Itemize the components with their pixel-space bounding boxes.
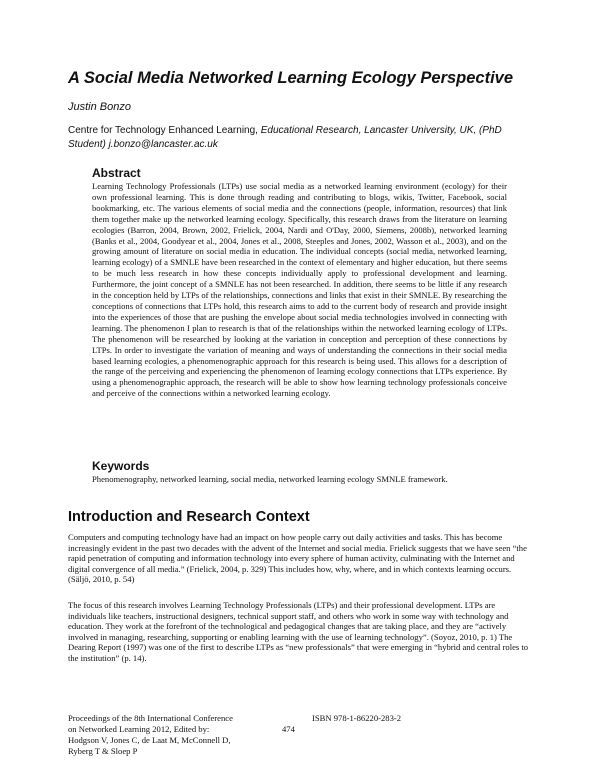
- abstract-text: Learning Technology Professionals (LTPs) use social media as a networked learning environment (ecology) for their own professional learning. This is done through reading and contributing to blogs, wikis, Twitter, Facebook, social bookmarking, etc. The various elements of social media and the connections (people, information, resources) that link them together make up the networked learning ecology. Specifically, this research draws from the literature on learning ecologies (Barron, 2004, Brown, 2002, Frielick, 2004, Nardi and O'Day, 2000, Siemens, 2008b), networked learning (Banks et al., 2004, Goodyear et al., 2004, Jones et al., 2008, Steeples and Jones, 2002, Wasson et al., 2003), and on the growing amount of literature on social media in education. The individual concepts (social media, networked learning, learning ecology) of a SMNLE have been researched in the context of elementary and higher education, but there seems to be much less research in how these concepts individually apply to professional development and learning. Furthermore, the joint concept of a SMNLE has not been researched. In addition, there seems to be little if any research in the conception held by LTPs of the relationships, connections and links that exist in their SMNLE. By researching the conceptions of connections that LTPs hold, this research aims to add to the current body of research and provide insight into the experiences of those that are pushing the envelope about social media technologies involved in connecting with learning. The phenomenon I plan to research is that of the relationships within the networked learning ecology of LTPs. The phenomenon will be researched by looking at the variation in conception and perception of these connections by LTPs. In order to investigate the variation of meaning and ways of understanding the connections in their social media based learning ecologies, a phenomenographic approach for this research is being used. This allows for a description of the range of the perceiving and experiencing the phenomenon of learning ecology connections that LTPs experience. By using a phenomenographic approach, the research will be able to show how learning technology professionals conceive and perceive of the connections within a networked learning ecology.: [92, 181, 507, 399]
- page-number: 474: [282, 724, 295, 734]
- footer-proceedings-line: Ryberg T & Sloep P: [68, 746, 138, 756]
- footer-proceedings-line: Proceedings of the 8th International Conference: [68, 713, 233, 723]
- affiliation-prefix: Centre for Technology Enhanced Learning,: [68, 125, 261, 136]
- footer-isbn: ISBN 978-1-86220-283-2: [312, 713, 402, 723]
- author-affiliation: [68, 124, 523, 152]
- author-name: Justin Bonzo: [68, 101, 131, 113]
- affiliation-details: Educational Research, Lancaster University, UK, (PhD Student) j.bonzo@lancaster.ac.uk: [68, 125, 502, 150]
- footer-proceedings-line: on Networked Learning 2012, Edited by:: [68, 724, 210, 734]
- intro-paragraph-1: Computers and computing technology have had an impact on how people carry out daily activities and tasks. This has become increasingly evident in the past two decades with the advent of the Internet and social media. Frielick suggests that we have seen “the rapid penetration of computing and information technology into every sphere of human activity, culminating with the Internet and digital convergence of all media.” (Frielick, 2004, p. 329) This includes how, why, where, and in which contexts learning occurs. (Säljö, 2010, p. 54): [68, 532, 527, 584]
- footer-proceedings: [68, 713, 278, 757]
- intro-paragraph-2: The focus of this research involves Learning Technology Professionals (LTPs) and their professional development. LTPs are individuals like teachers, instructional designers, technical support staff, and others who work in some way with technology and education. They work at the forefront of the technological and pedagogical changes that are taking place, and they are “actively involved in managing, researching, supporting or enabling learning with the use of learning technology”. (Soyoz, 2010, p. 1) The Dearing Report (1997) was one of the first to describe LTPs as “new professionals” that were emerging in “hybrid and central roles to the institution” (p. 14).: [68, 600, 529, 663]
- paper-title: A Social Media Networked Learning Ecology Perspective: [68, 69, 514, 87]
- keywords-heading: Keywords: [92, 459, 150, 473]
- section-heading-introduction: Introduction and Research Context: [68, 509, 310, 525]
- footer-proceedings-line: Hodgson V, Jones C, de Laat M, McConnell D,: [68, 735, 231, 745]
- keywords-text: Phenomenography, networked learning, social media, networked learning ecology SMNLE framework.: [92, 474, 448, 484]
- abstract-heading: Abstract: [92, 166, 141, 180]
